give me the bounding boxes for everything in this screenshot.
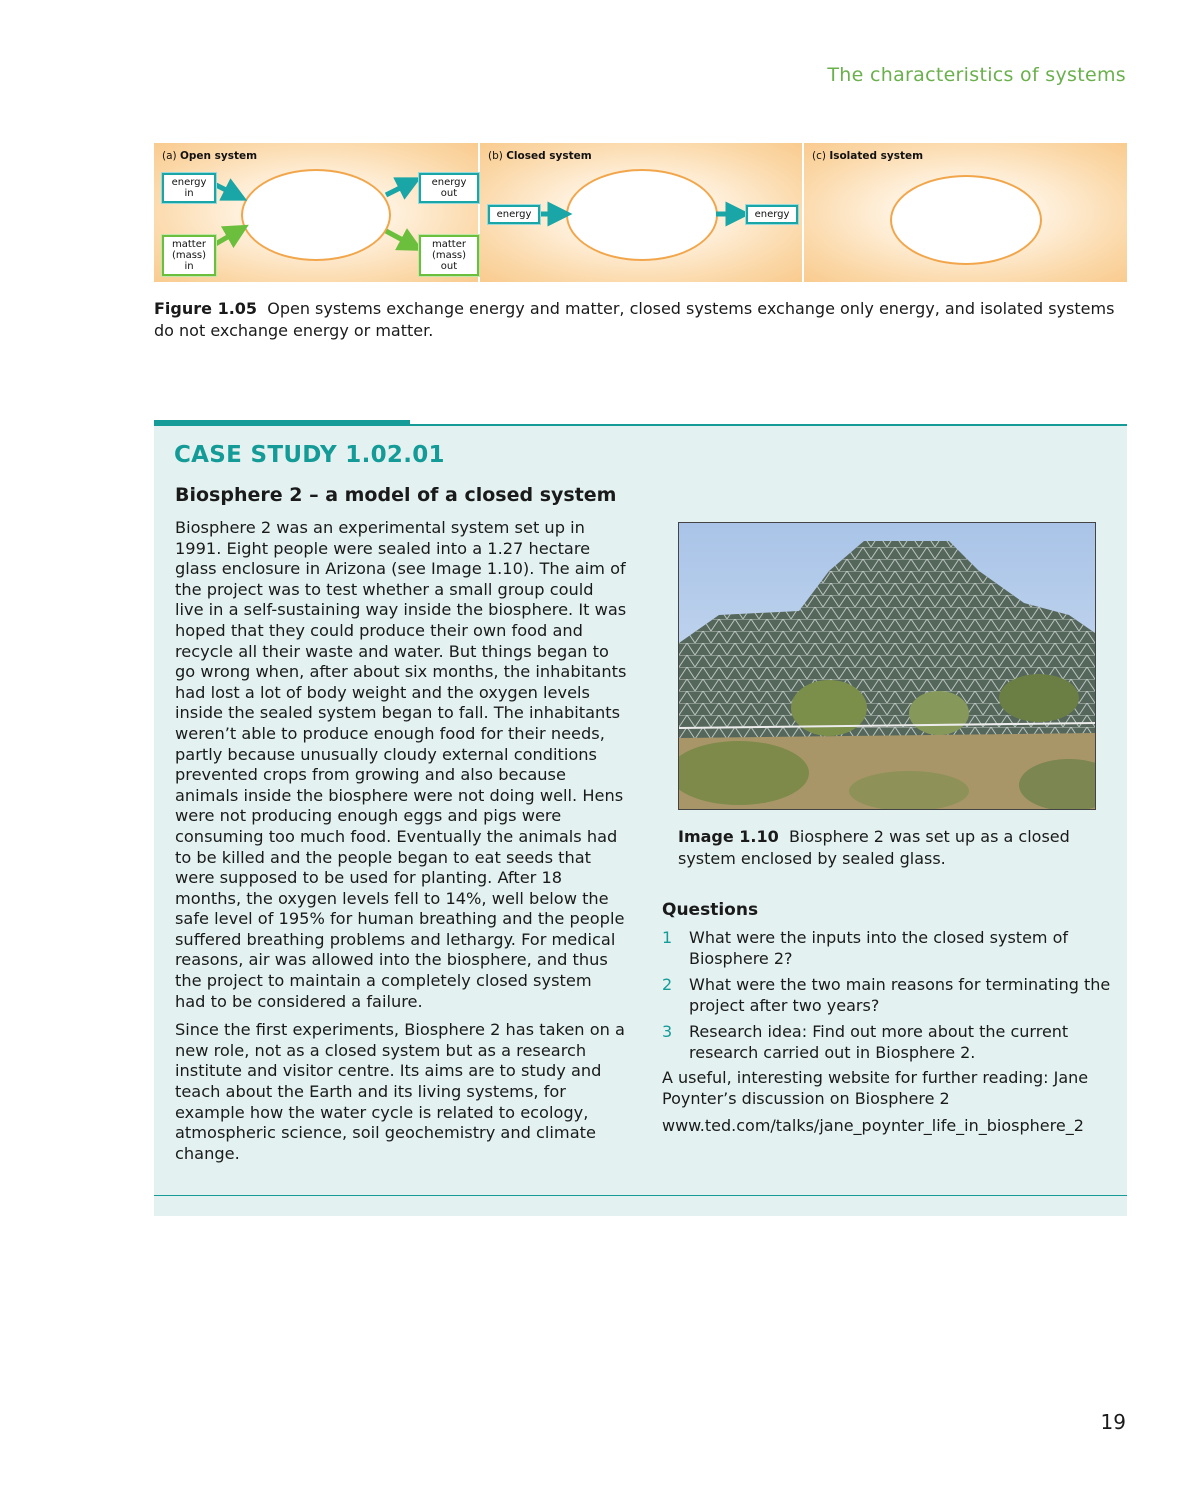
questions-heading: Questions (662, 900, 759, 920)
question-item (662, 1022, 1117, 1063)
body-paragraph: Since the first experiments, Biosphere 2 has taken on a new role, not as a closed system but as a research institute and visitor centre. Its aims are to study and teach about the Earth and its living systems, for example how the water cycle is related to ecology, atmospheric science, soil geochemistry and climate change. (175, 1020, 625, 1163)
page-number: 19 (1100, 1410, 1126, 1434)
case-study-body (175, 518, 627, 1172)
further-reading (662, 1068, 1117, 1144)
image-caption (678, 826, 1098, 870)
tag-energy-out: energy out (419, 173, 479, 203)
tag-energy-out: energy (746, 205, 798, 224)
figure-caption-text: Open systems exchange energy and matter, closed systems exchange only energy, and isolated systems do not exchange energy or matter. (154, 299, 1115, 340)
tag-matter-out: matter (mass) out (419, 235, 479, 276)
tag-energy-in: energy (488, 205, 540, 224)
question-text: What were the inputs into the closed system of Biosphere 2? (689, 928, 1069, 968)
image-caption-label: Image 1.10 (678, 827, 779, 846)
panel-closed-system (480, 143, 802, 282)
biosphere-photo (678, 522, 1096, 810)
system-boundary-oval (890, 175, 1042, 265)
question-text: Research idea: Find out more about the current research carried out in Biosphere 2. (689, 1022, 1069, 1062)
panel-isolated-system (804, 143, 1127, 282)
questions-list (662, 928, 1117, 1069)
figure-caption-label: Figure 1.05 (154, 299, 258, 318)
panel-label-isolated (812, 150, 923, 162)
question-text: What were the two main reasons for terminating the project after two years? (689, 975, 1111, 1015)
matter-out-arrow (386, 231, 412, 245)
case-study-subtitle: Biosphere 2 – a model of a closed system (175, 484, 617, 506)
panel-title: Isolated system (829, 150, 924, 162)
tag-energy-in: energy in (162, 173, 216, 203)
running-head: The characteristics of systems (827, 64, 1126, 86)
body-paragraph: Biosphere 2 was an experimental system set up in 1991. Eight people were sealed into a 1.27 hectare glass enclosure in Arizona (see Image 1.10). The aim of the project was to test whether a small group could live in a self-sustaining way inside the biosphere. It was hoped that they could produce their own food and recycle all their waste and water. But things began to go wrong when, after about six months, the inhabitants had lost a lot of body weight and the oxygen levels inside the sealed system began to fall. The inhabitants weren’t able to produce enough food for their needs, partly because unusually cloudy external conditions prevented crops from growing and also because animals inside the biosphere were not doing well. Hens were not producing enough eggs and pigs were consuming too much food. Eventually the animals had to be killed and the people began to eat seeds that were supposed to be used for planting. After 18 months, the oxygen levels fell to 14%, well below the safe level of 195% for human breathing and the people suffered breathing problems and lethargy. For medical reasons, air was allowed into the biosphere, and thus the project to maintain a completely closed system had to be considered a failure. (175, 518, 627, 1011)
case-study-title: CASE STUDY 1.02.01 (174, 442, 445, 468)
panel-title: Closed system (506, 150, 592, 162)
image-caption-text: Biosphere 2 was set up as a closed system enclosed by sealed glass. (678, 827, 1070, 868)
figure-systems-diagram (154, 143, 1127, 282)
further-reading-text: A useful, interesting website for further reading: Jane Poynter’s discussion on Biosphere 2 (662, 1068, 1089, 1108)
further-reading-url[interactable]: www.ted.com/talks/jane_poynter_life_in_biosphere_2 (662, 1116, 1084, 1135)
panel-prefix: (b) (488, 150, 503, 162)
question-item (662, 975, 1117, 1016)
question-number: 2 (662, 975, 673, 994)
biosphere-photo-illustration (679, 523, 1095, 809)
case-study-bottom-rule (154, 1195, 1127, 1196)
panel-prefix: (a) (162, 150, 177, 162)
energy-out-arrow (386, 183, 410, 195)
panel-prefix: (c) (812, 150, 826, 162)
figure-caption (154, 298, 1124, 342)
panel-open-system (154, 143, 478, 282)
question-number: 1 (662, 928, 673, 947)
question-number: 3 (662, 1022, 673, 1041)
panel-title: Open system (179, 150, 258, 162)
question-item (662, 928, 1117, 969)
tag-matter-in: matter (mass) in (162, 235, 216, 276)
